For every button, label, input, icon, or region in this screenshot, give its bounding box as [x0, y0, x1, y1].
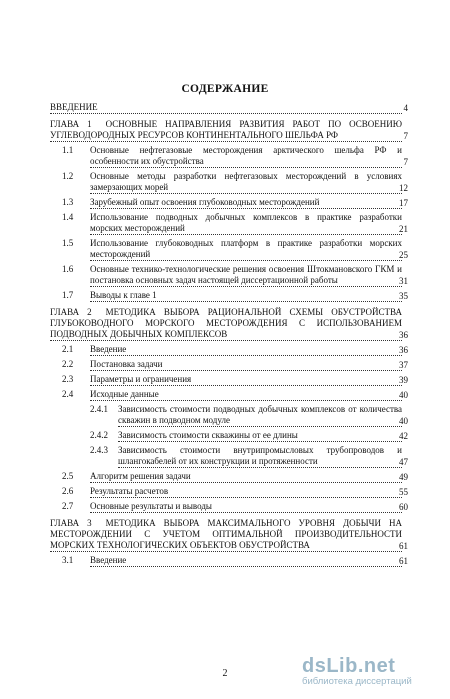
toc-entry	[50, 171, 408, 194]
toc-entry	[50, 404, 408, 427]
page-ref: 61	[399, 556, 408, 566]
toc-entry	[50, 212, 408, 235]
entry-title: Выводы к главе 1	[90, 290, 402, 302]
toc-entry	[50, 430, 408, 442]
entry-title: Использование глубоководных платформ в практике разработки морских месторождений	[90, 238, 402, 259]
toc-entry	[50, 197, 408, 209]
page-ref: 36	[399, 330, 408, 340]
watermark-logo: dsLib.net	[302, 655, 396, 677]
entry-number: 2.4.1	[90, 404, 108, 414]
page-ref: 35	[399, 291, 408, 301]
entry-number: 2.2	[62, 359, 74, 369]
toc-entry	[50, 359, 408, 371]
entry-title: Исходные данные	[90, 389, 402, 401]
toc-entry	[50, 555, 408, 567]
toc-entry	[50, 238, 408, 261]
entry-number: 1.5	[62, 238, 74, 248]
page-ref: 25	[399, 250, 408, 260]
entry-title: Использование подводных добычных комплексов в практике разработки морских месторождений	[90, 212, 402, 233]
entry-title: Зависимость стоимости внутрипромысловых трубопроводов и шлангокабелей от их конструкции и протяженности	[118, 445, 402, 466]
entry-title: Зарубежный опыт освоения глубоководных месторождений	[90, 197, 402, 209]
page-ref: 42	[399, 431, 408, 441]
toc-entry	[50, 290, 408, 302]
page-ref: 37	[399, 360, 408, 370]
entry-number: 2.6	[62, 486, 74, 496]
page-ref: 55	[399, 487, 408, 497]
chapter-number: ГЛАВА 3	[50, 518, 92, 528]
toc-title: СОДЕРЖАНИЕ	[181, 83, 269, 95]
entry-title: Основные нефтегазовые месторождения арктического шельфа РФ и особенности их обустройства	[90, 145, 402, 166]
page-ref: 36	[399, 345, 408, 355]
entry-number: 1.1	[62, 145, 74, 155]
chapter-title: МЕТОДИКА ВЫБОРА МАКСИМАЛЬНОГО УРОВНЯ ДОБЫЧИ НА МЕСТОРОЖДЕНИИ С УЧЕТОМ ОПТИМАЛЬНОЙ ПРОИЗВОДИТЕЛЬНОСТИ МОРСКИХ ТЕХНОЛОГИЧЕСКИХ ОБЪЕКТОВ ОБУСТРОЙСТВА	[50, 518, 402, 550]
entry-title: Постановка задачи	[90, 359, 402, 371]
chapter-title: МЕТОДИКА ВЫБОРА РАЦИОНАЛЬНОЙ СХЕМЫ ОБУСТРОЙСТВА ГЛУБОКОВОДНОГО МОРСКОГО МЕСТОРОЖДЕНИЯ С ИСПОЛЬЗОВАНИЕМ ПОДВОДНЫХ ДОБЫЧНЫХ КОМПЛЕКСОВ	[50, 307, 402, 339]
page-ref: 31	[399, 276, 408, 286]
page-ref: 7	[403, 131, 408, 141]
entry-number: 1.7	[62, 290, 74, 300]
toc-entry	[50, 389, 408, 401]
page-ref: 12	[399, 183, 408, 193]
toc-entry	[50, 102, 408, 114]
section-title: ВВЕДЕНИЕ	[50, 102, 402, 114]
entry-number: 1.6	[62, 264, 74, 274]
page-ref: 60	[399, 502, 408, 512]
page-ref: 40	[399, 390, 408, 400]
chapter-number: ГЛАВА 1	[50, 119, 92, 129]
toc-entry	[50, 445, 408, 468]
page-ref: 4	[403, 103, 408, 113]
entry-number: 2.4.3	[90, 445, 108, 455]
toc-entry	[50, 307, 408, 341]
page-ref: 39	[399, 375, 408, 385]
entry-number: 2.1	[62, 344, 74, 354]
entry-title: Основные методы разработки нефтегазовых месторождений в условиях замерзающих морей	[90, 171, 402, 192]
entry-number: 1.4	[62, 212, 74, 222]
entry-title: Алгоритм решения задачи	[90, 471, 402, 483]
page-ref: 61	[399, 541, 408, 551]
table-of-contents	[50, 102, 408, 567]
entry-number: 3.1	[62, 555, 74, 565]
chapter-number: ГЛАВА 2	[50, 307, 92, 317]
toc-entry	[50, 501, 408, 513]
entry-number: 1.2	[62, 171, 74, 181]
entry-title: Введение	[90, 344, 402, 356]
entry-title: Основные результаты и выводы	[90, 501, 402, 513]
entry-number: 2.5	[62, 471, 74, 481]
entry-title: Зависимость стоимости подводных добычных комплексов от количества скважин в подводном модуле	[118, 404, 402, 425]
entry-number: 2.3	[62, 374, 74, 384]
page-ref: 47	[399, 457, 408, 467]
entry-title: Введение	[90, 555, 402, 567]
page-ref: 40	[399, 416, 408, 426]
page-ref: 21	[399, 224, 408, 234]
page-ref: 7	[403, 157, 408, 167]
entry-number: 1.3	[62, 197, 74, 207]
toc-entry	[50, 264, 408, 287]
dslib-watermark	[302, 655, 442, 691]
toc-entry	[50, 145, 408, 168]
entry-title: Основные технико-технологические решения освоения Штокмановского ГКМ и постановка основных задач настоящей диссертационной работы	[90, 264, 402, 285]
toc-entry	[50, 344, 408, 356]
entry-title: Результаты расчетов	[90, 486, 402, 498]
page-ref: 49	[399, 472, 408, 482]
page-number: 2	[222, 668, 228, 679]
entry-number: 2.4	[62, 389, 74, 399]
entry-number: 2.4.2	[90, 430, 108, 440]
entry-title: Зависимость стоимости скважины от ее длины	[118, 430, 402, 442]
chapter-title: ОСНОВНЫЕ НАПРАВЛЕНИЯ РАЗВИТИЯ РАБОТ ПО ОСВОЕНИЮ УГЛЕВОДОРОДНЫХ РЕСУРСОВ КОНТИНЕНТАЛЬНОГО ШЕЛЬФА РФ	[50, 119, 402, 140]
toc-entry	[50, 119, 408, 142]
page-ref: 17	[399, 198, 408, 208]
entry-title: Параметры и ограничения	[90, 374, 402, 386]
toc-entry	[50, 471, 408, 483]
toc-entry	[50, 374, 408, 386]
toc-entry	[50, 518, 408, 552]
entry-number: 2.7	[62, 501, 74, 511]
toc-entry	[50, 486, 408, 498]
watermark-subtitle: библиотека диссертаций	[302, 676, 412, 687]
